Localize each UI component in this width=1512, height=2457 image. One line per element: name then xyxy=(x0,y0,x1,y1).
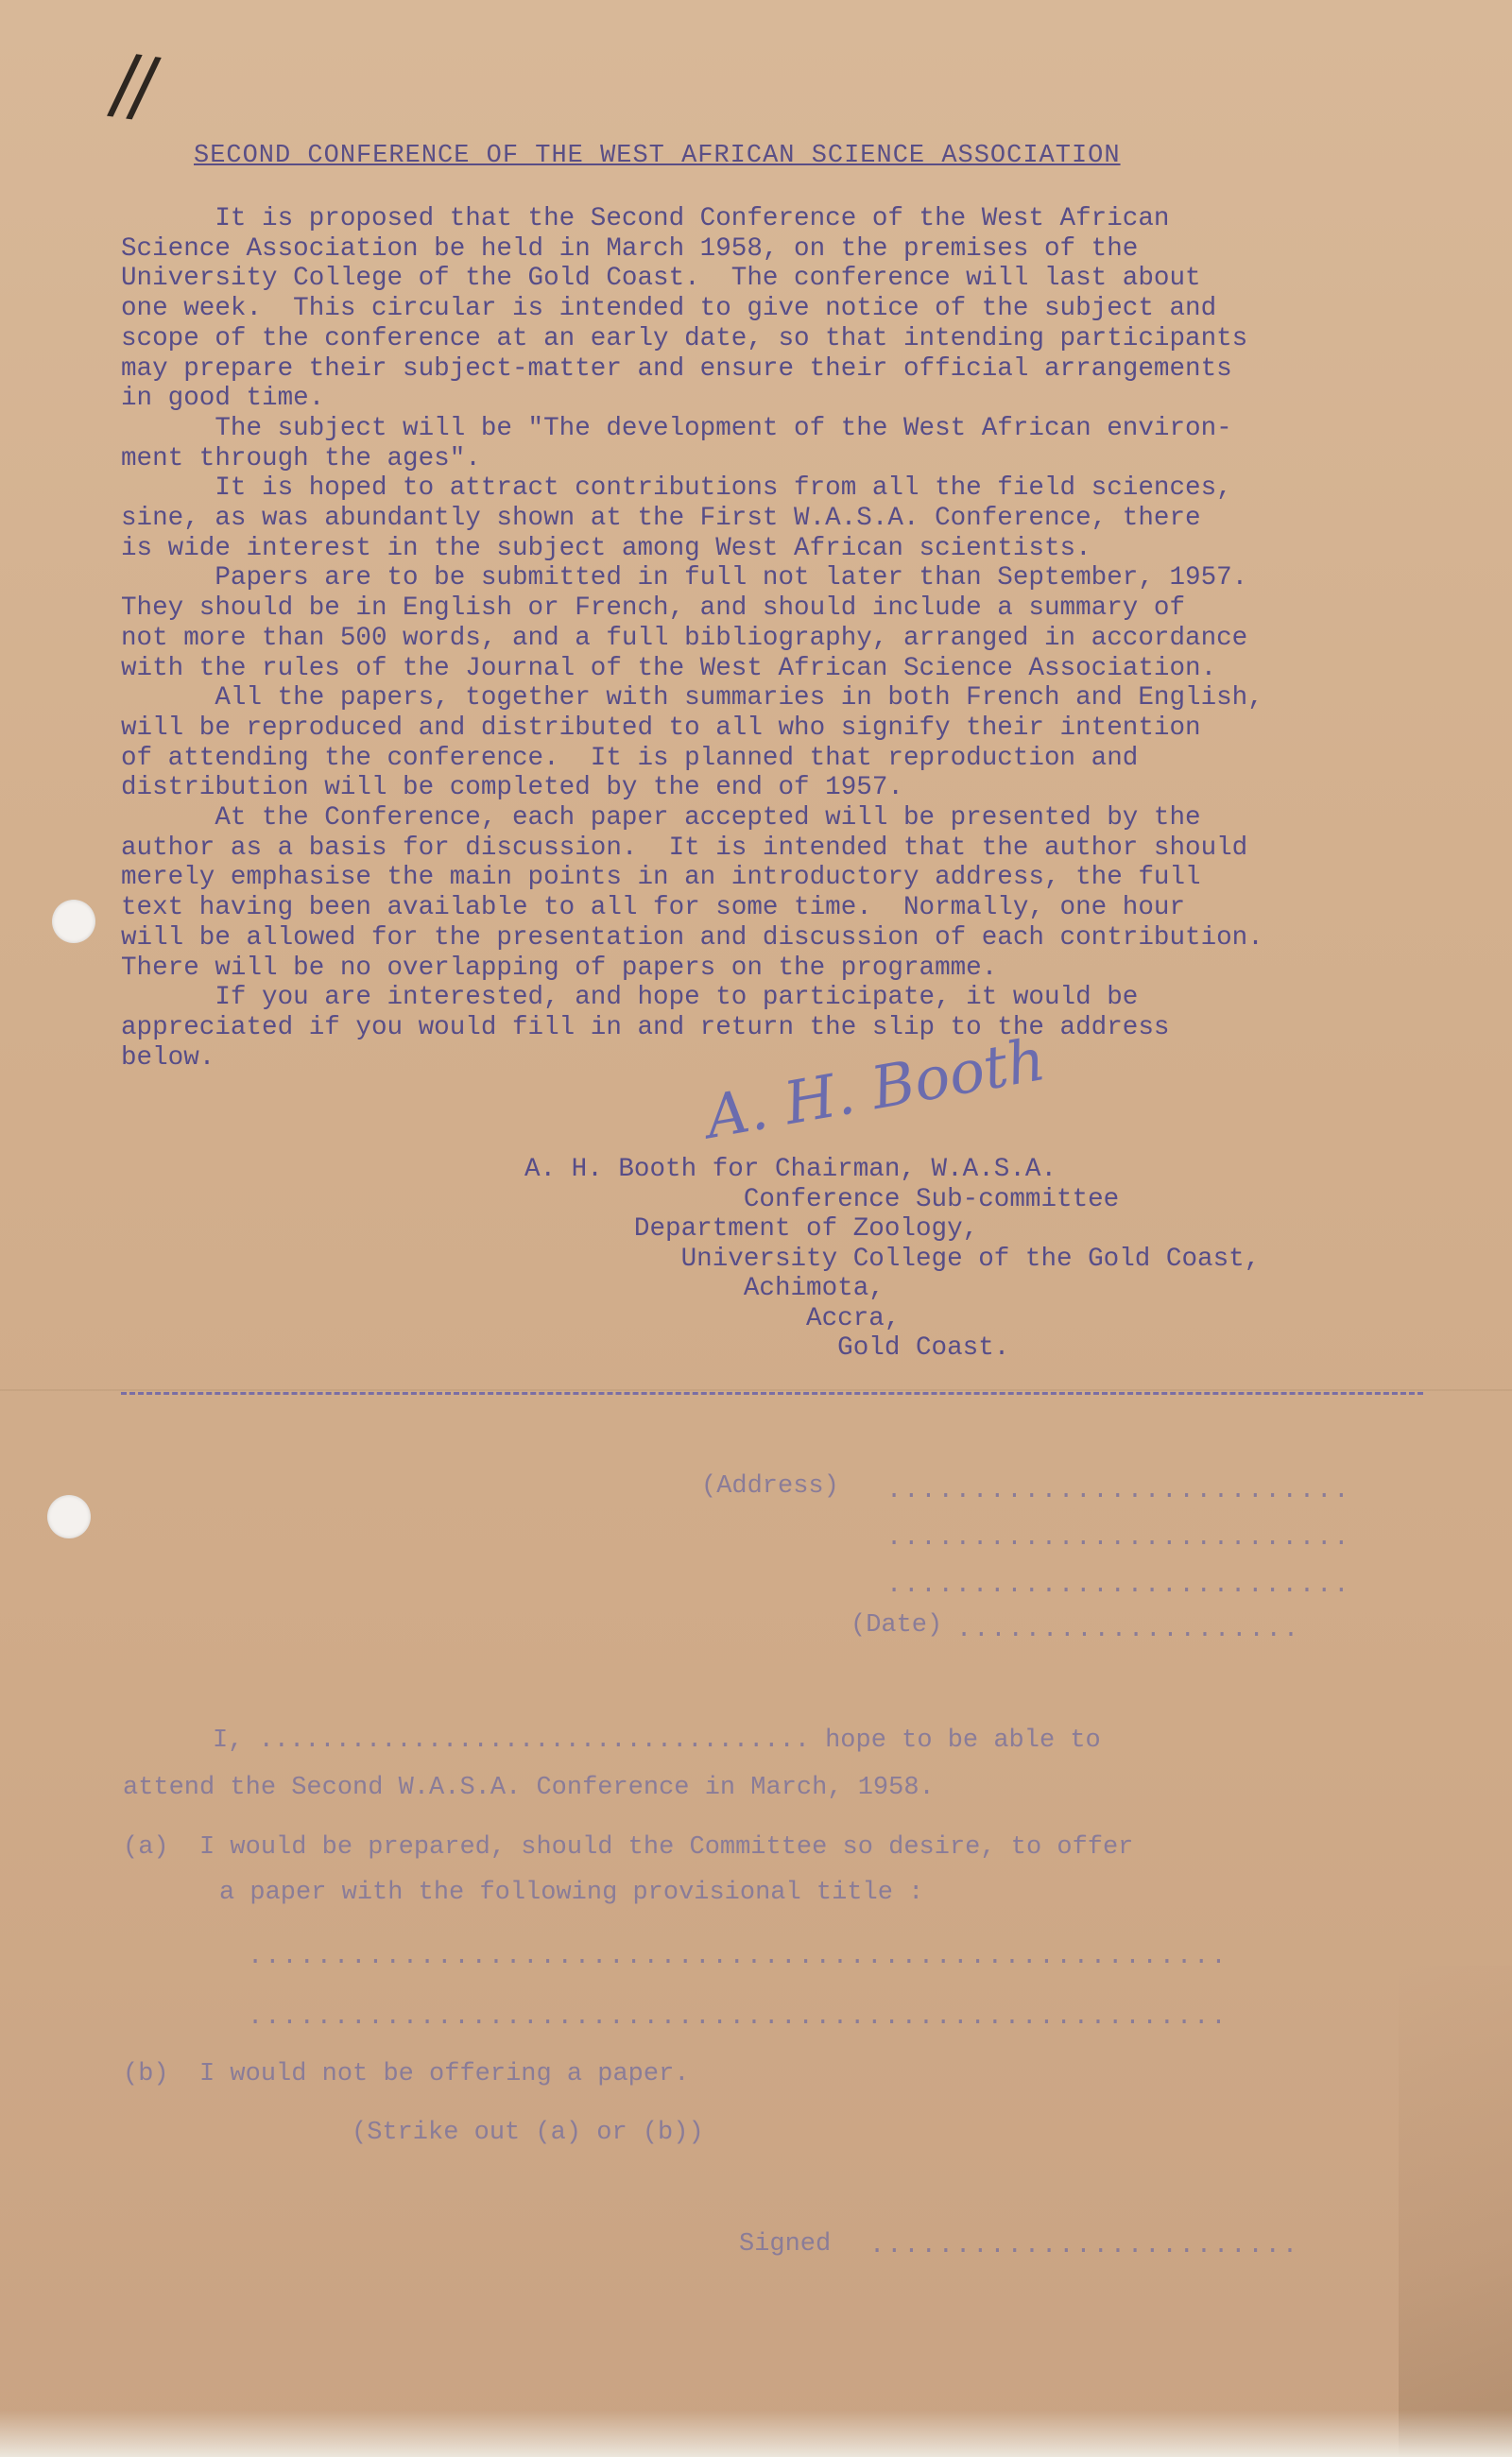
body-line: author as a basis for discussion. It is intended that the author should xyxy=(121,833,1248,863)
circular-body xyxy=(121,204,1482,1073)
body-line: Science Association be held in March 1958, on the premises of the xyxy=(121,233,1139,264)
paper-title-field-1[interactable]: ......................................................... xyxy=(248,1943,1228,1971)
body-line: appreciated if you would fill in and return the slip to the address xyxy=(121,1012,1170,1042)
body-line: not more than 500 words, and a full bibliography, arranged in accordance xyxy=(121,623,1248,653)
body-line: All the papers, together with summaries in both French and English, xyxy=(121,683,1263,713)
sender-address-block xyxy=(524,1155,1260,1364)
sender-line: Gold Coast. xyxy=(524,1333,1010,1363)
punch-hole-lower xyxy=(47,1495,91,1538)
address-field-line-2[interactable]: ........................... xyxy=(886,1524,1351,1553)
body-line: It is hoped to attract contributions from all the field sciences, xyxy=(121,473,1232,504)
body-line: of attending the conference. It is planned that reproduction and xyxy=(121,743,1139,773)
body-line: sine, as was abundantly shown at the First W.A.S.A. Conference, there xyxy=(121,504,1201,534)
body-line: It is proposed that the Second Conference of the West African xyxy=(121,204,1170,233)
body-line: below. xyxy=(121,1042,215,1073)
body-line: Papers are to be submitted in full not later than September, 1957. xyxy=(121,563,1248,593)
body-line: with the rules of the Journal of the West African Science Association. xyxy=(121,653,1217,683)
attendance-statement: attend the Second W.A.S.A. Conference in March, 1958. xyxy=(123,1774,935,1802)
pencil-margin-mark: // xyxy=(105,35,157,133)
body-line: The subject will be "The development of the West African environ- xyxy=(121,413,1232,443)
body-line: They should be in English or French, and should include a summary of xyxy=(121,593,1186,624)
option-a-line-2: a paper with the following provisional title : xyxy=(219,1879,924,1907)
punch-hole-upper xyxy=(52,900,95,943)
option-a-line-1[interactable]: (a) I would be prepared, should the Committee so desire, to offer xyxy=(123,1833,1134,1862)
body-line: in good time. xyxy=(121,384,325,414)
body-line: If you are interested, and hope to participate, it would be xyxy=(121,983,1139,1013)
signature-field[interactable]: ......................... xyxy=(869,2232,1300,2260)
sender-line: Department of Zoology, xyxy=(524,1214,979,1244)
body-line: text having been available to all for some time. Normally, one hour xyxy=(121,893,1186,923)
address-field-line-3[interactable]: ........................... xyxy=(886,1572,1351,1600)
torn-corner-shading xyxy=(1399,1966,1512,2457)
body-line: merely emphasise the main points in an introductory address, the full xyxy=(121,863,1201,893)
tear-off-dashed-line xyxy=(121,1392,1423,1395)
sender-line: A. H. Booth for Chairman, W.A.S.A. xyxy=(524,1155,1057,1184)
body-line: University College of the Gold Coast. The conference will last about xyxy=(121,264,1201,294)
torn-bottom-edge xyxy=(0,2410,1512,2457)
date-field[interactable]: .................... xyxy=(956,1616,1301,1644)
body-line: distribution will be completed by the end of 1957. xyxy=(121,773,903,803)
attendee-name-line[interactable]: I, .................................... hope to be able to xyxy=(213,1727,1101,1755)
sender-line: Conference Sub-committee xyxy=(524,1184,1120,1214)
option-b[interactable]: (b) I would not be offering a paper. xyxy=(123,2060,690,2088)
body-line: is wide interest in the subject among West African scientists. xyxy=(121,533,1091,563)
body-line: There will be no overlapping of papers on the programme. xyxy=(121,953,998,983)
address-field-line-1[interactable]: ........................... xyxy=(886,1477,1351,1505)
date-label: (Date) xyxy=(850,1611,943,1640)
body-line: will be allowed for the presentation and discussion of each contribution. xyxy=(121,922,1263,953)
body-line: At the Conference, each paper accepted will be presented by the xyxy=(121,803,1201,833)
body-line: will be reproduced and distributed to all who signify their intention xyxy=(121,713,1201,743)
strike-instruction: (Strike out (a) or (b)) xyxy=(352,2119,704,2147)
body-line: scope of the conference at an early date, so that intending participants xyxy=(121,323,1248,353)
sender-line: Accra, xyxy=(524,1303,901,1333)
document-title: SECOND CONFERENCE OF THE WEST AFRICAN SCIENCE ASSOCIATION xyxy=(194,142,1121,170)
paper-title-field-2[interactable]: ......................................................... xyxy=(248,2003,1228,2032)
signed-label: Signed xyxy=(739,2230,832,2259)
body-line: ment through the ages". xyxy=(121,443,481,473)
sender-line: Achimota, xyxy=(524,1274,885,1303)
sender-line: University College of the Gold Coast, xyxy=(524,1244,1261,1274)
handwritten-signature: A. H. Booth xyxy=(700,1024,1051,1152)
body-line: may prepare their subject-matter and ensure their official arrangements xyxy=(121,353,1232,384)
fold-crease xyxy=(0,1389,1512,1391)
address-label: (Address) xyxy=(701,1472,839,1501)
body-line: one week. This circular is intended to give notice of the subject and xyxy=(121,294,1217,324)
